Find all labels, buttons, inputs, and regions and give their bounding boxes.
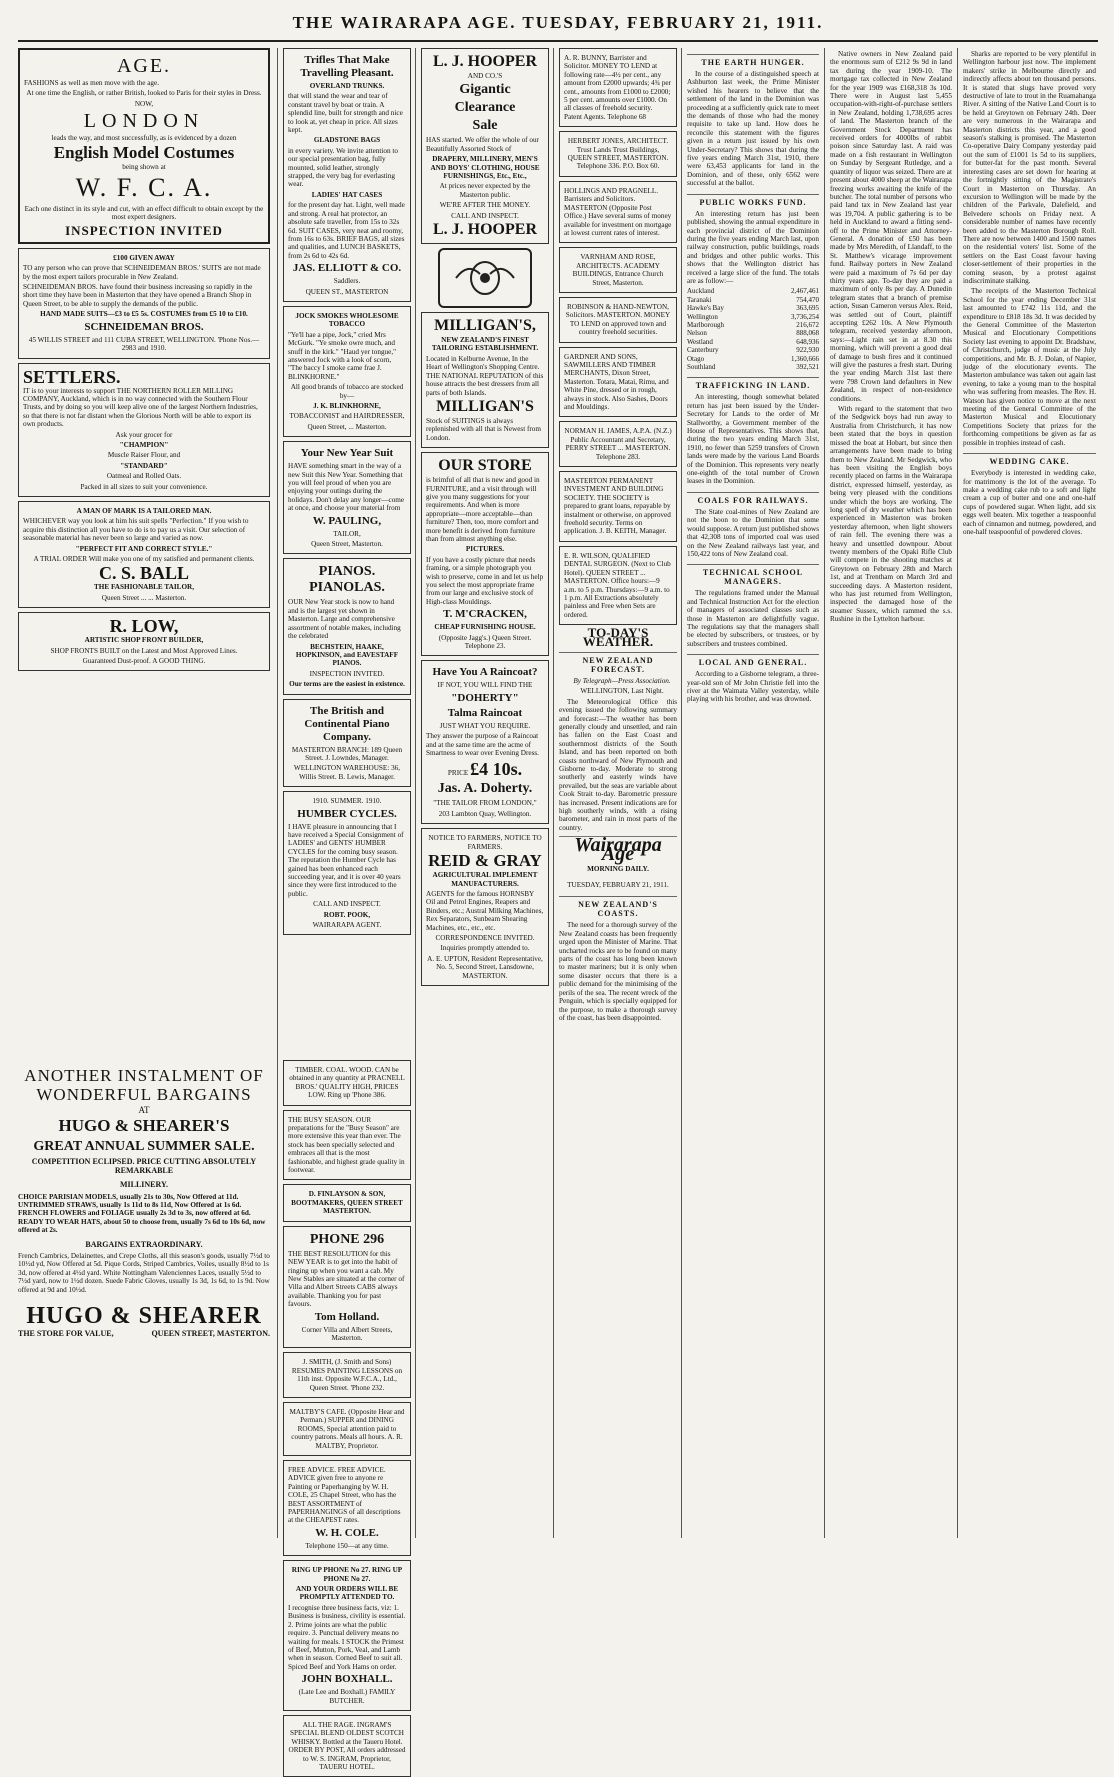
hugo-footer-tag: THE STORE FOR VALUE, <box>18 1329 114 1339</box>
works-table <box>687 287 819 371</box>
reid-enq: Inquiries promptly attended to. <box>440 944 530 953</box>
works-place: Auckland <box>687 287 715 296</box>
raincoat-desc: They answer the purpose of a Raincoat and at the same time are the acme of Smartness to wear over Evening Dress. <box>426 732 539 758</box>
ingram-advert <box>283 1715 411 1777</box>
hunger-body: In the course of a distinguished speech at Ashburton last week, the Prime Minister wished his hearers to believe that the settlement of the land in the Dominion was proceeding at a sufficiently quick rate to meet the demands of those who had the money requisite to take up land. How does he reconcile this statement with the figures given in a return just issued by his own Under-Secretary? This shows that during the five years ending March 31st, 1910, there were 63,453 applicants for land in the Dominion, and of these, only 6562 were successful at the ballot. <box>687 70 819 188</box>
works-place: Otago <box>687 354 705 363</box>
wfca-title: English Model Costumes <box>53 142 235 162</box>
timber-advert <box>283 1060 411 1106</box>
smith-text: J. SMITH, (J. Smith and Sons) RESUMES PAINTING LESSONS on 11th inst. Opposite W.F.C.A., Ltd., Queen Street. 'Phone 232. <box>291 1358 403 1392</box>
smokes-advert <box>283 306 411 437</box>
low-sub: ARTISTIC SHOP FRONT BUILDER, <box>84 636 204 645</box>
phone-advert <box>283 1226 411 1349</box>
mccracken-name: T. M'CRACKEN, <box>443 608 527 621</box>
reid-notice: NOTICE TO FARMERS, NOTICE TO FARMERS. <box>428 834 542 851</box>
settlers-body: IT is to your interests to support THE NORTHERN ROLLER MILLING COMPANY, Auckland, which is in no way connected with the Southern Flour Trusts, and by doing so you will keep alive one of the largest Northern Industries, so that there is not far distant when the Glorious North will be able to export its own products. <box>23 386 258 429</box>
reid-agent: A. E. UPTON, Resident Representative, No. 5, Second Street, Lansdowne, MASTERTON. <box>427 954 543 980</box>
works-value: 922,930 <box>796 346 819 355</box>
works-value: 3,736,254 <box>791 312 819 321</box>
column-2-lower <box>283 1060 411 1771</box>
schneideman-addr: 45 WILLIS STREET and 111 CUBA STREET, WELLINGTON. 'Phone Nos.—2983 and 1910. <box>28 335 260 353</box>
settlers-ask: Ask your grocer for <box>115 430 173 439</box>
pianos-body: OUR New Year stock is now to hand and is the largest yet shown in Masterton. Large and comprehensive assortment of notable makes, including the celebrated <box>288 598 401 641</box>
cs-ball-name: C. S. BALL <box>98 563 190 584</box>
local-cont-body: Native owners in New Zealand paid the enormous sum of £212 9s 9d in land tax during the year 1909-10. The mortgage tax collected in New Zealand for the year 1909 was £168,318 3s 10d. There were in August last 5,455 occupation-with-right-of-purchase settlers in New Zealand, holding 1,738,695 acres of land. The Masterton branch of the Government Stock Department has received orders for 4000lbs of rabbit poison since Saturday last. A raid was made on a fish restaurant in Wellington on Sunday by Sergeant Rutledge, and a quantity of liquor was seized. There are at present about 4000 sheep at the Wairarapa freezing works awaiting the knife of the butcher. The total number of persons who paid land tax in New Zealand last year was 19,704. A public gathering is to be held in Auckland to award a fitting send-off to the Prime Minister and Attorney-General. A donation of £50 has been made by Mrs Meredith, of Llandaff, to the St. Matthew's vicarage improvement fund. Railway porters in New Zealand were paid a maximum of 7s 6d per day thirty years ago. To-day they are paid a maximum of only 8s per day. A Dunedin telegram states that a branch of premise action, Susan Cameron versus Alex. Reid, was settled out of Court, plaintiff accepting £262 10s. A New Plymouth telegram, received yesterday afternoon, says:—Light rain set in at 8.30 this morning, which will prevent a good deal of damage to bush fires and it continued will give the pastures a fresh start. During the year ending March 31st last there were 798 Crown land defaulters in New Zealand, in respect of non-residence conditions. <box>830 50 952 403</box>
our-store-advert <box>421 452 549 656</box>
works-table-row <box>687 355 819 363</box>
column-rule <box>553 48 554 1538</box>
works-table-row <box>687 313 819 321</box>
cs-ball-addr: Queen Street ... ... Masterton. <box>101 593 187 602</box>
works-place: Taranaki <box>687 295 712 304</box>
column-rule <box>824 48 825 1538</box>
works-value: 392,521 <box>796 363 819 371</box>
busy-text: THE BUSY SEASON. OUR preparations for the "Busy Season" are more extensive this year than ever. The stock has been specially selected and embraces all that is the most fashionable, and highest grade quality in footwear. <box>288 1115 405 1175</box>
works-value: 1,360,666 <box>791 354 819 363</box>
coasts-heading: NEW ZEALAND'S COASTS. <box>559 896 677 918</box>
reid-name: REID & GRAY <box>428 851 542 871</box>
blinkhorne-addr: Queen Street, ... Masterton. <box>307 422 387 431</box>
elliott-name: JAS. ELLIOTT & CO. <box>292 262 402 275</box>
works-value: 754,470 <box>796 295 819 304</box>
column-rule <box>415 48 416 1538</box>
bunny-card <box>559 48 677 127</box>
boxhall-advert <box>283 1560 411 1711</box>
humber-years: 1910. SUMMER. 1910. <box>312 797 382 806</box>
schneideman-give: £100 GIVEN AWAY <box>113 253 175 262</box>
low-foot: Guaranteed Dust-proof. A GOOD THING. <box>82 657 206 666</box>
wfca-london: LONDON <box>83 110 205 133</box>
british-heading: The British and Continental Piano Company. <box>304 704 390 743</box>
crest-icon <box>450 256 520 300</box>
jones-text: HERBERT JONES, ARCHITECT. Trust Lands Trust Buildings, QUEEN STREET, MASTERTON. Telephone 336. P.O. Box 60. <box>567 137 669 171</box>
local-heading: LOCAL AND GENERAL. <box>687 654 819 667</box>
hooper-sub: AND CO.'S <box>467 72 503 80</box>
hugo-footer-addr: QUEEN STREET, MASTERTON. <box>151 1329 270 1339</box>
mccracken-addr: (Opposite Jagg's.) Queen Street. Telephone 23. <box>438 633 532 651</box>
wfca-leads: leads the way, and most successfully, as is evidenced by a dozen <box>51 134 237 143</box>
elliott-sub: Saddlers. <box>333 277 361 286</box>
our-store-body: is brimful of all that is new and good in FURNITURE, and a visit through will give you many suggestions for your requirements. And when is more appropriate—more acceptable—than furniture? Then, too, more comfort and more benefit is derived from furniture than from almost anything else. <box>426 476 540 543</box>
hugo-footer-row <box>18 1330 270 1338</box>
hooper-name: L. J. HOOPER <box>432 53 537 70</box>
new-year-advert <box>283 441 411 554</box>
pianos-terms: Our terms are the easiest in existence. <box>289 680 405 689</box>
low-name: R. LOW, <box>109 616 179 637</box>
works-value: 363,695 <box>796 304 819 313</box>
raincoat-price-label: PRICE <box>447 769 469 778</box>
pianos-advert <box>283 558 411 694</box>
hugo-firm: HUGO & SHEARER'S <box>58 1116 230 1136</box>
cole-text: FREE ADVICE. FREE ADVICE. ADVICE given free to anyone re Painting or Paperhanging by W. H. COLE, 25 Chapel Street, who has the BEST ASSORTMENT of PAPERHANGINGS of all descriptions at the CHEAPEST rates. <box>288 1466 401 1525</box>
local-cont7-body: Sharks are reported to be very plentiful in Wellington harbour just now. The implement makers' strike in Melbourne directly and indirectly affects about ten thousand persons. It is stated that slugs have proved very destructive of late to trout in the Ruamahanga River. A sitting of the Native Land Court is to be held at Greytown on February 24th. Deer are very numerous in the Wairarapa and Masterton districts this year, and a good season's stalking is promised. The Masterton Co-operative Dairy Company yesterday paid out the sum of £1001 1s 5d to its suppliers, for butter-fat for the past month. Several interesting cases are set down for hearing at the fortnightly sitting of the Magistrate's Court in Masterton on Thursday. An excursion to Wellington will be made by the children of the Parkvale, Dalefield, and Belvedere schools on Friday next. A considerable number of names have recently been added to the Masterton Borough Roll. There are now between 1400 and 1500 names on the residential voters' list. Some of the settlers on the East Coast favour having closer-settlement of their properties in the coming season, by a protest against indiscriminate stalking. <box>963 50 1096 285</box>
weather-by: By Telegraph—Press Association. <box>573 676 671 685</box>
column-7 <box>963 48 1096 1538</box>
doherty-name: Jas. A. Doherty. <box>437 781 533 797</box>
humber-call: CALL AND INSPECT. <box>313 900 381 909</box>
cs-ball-sub: THE FASHIONABLE TAILOR, <box>93 583 195 592</box>
trifles-hats-body: for the present day hat. Light, well made and strong. A real hat protector, an absolute safe traveller, from 15s to 32s 6d. SUIT CASES, very neat and roomy, from 16s to 63s. BRIEF BAGS, all sizes and qualities, and LUNCH BASKETS, from 2s 6d to 42s 6d. <box>288 201 405 260</box>
wfca-shown: being shown at <box>122 162 166 171</box>
boxhall-body: I recognise three business facts, viz: 1. Business is business, civility is essential. 2. Prime joints are what the public require. 3. Punctual delivery means no waiting for meals. I STOCK the Primest of Beef, Mutton, Pork, Veal, and Lamb when in season. Corned Beef to suit all. Spiced Beef and York Hams on order. <box>288 1603 406 1671</box>
our-store-pic-body: If you have a costly picture that needs framing, or a simple photograph you wish to preserve, come in and let us help you select the most appropriate frame from our large and exclusive stock of High-class Mouldings. <box>426 555 544 606</box>
doherty-tag: "THE TAILOR FROM LONDON," <box>433 799 537 808</box>
weather-dateline: WELLINGTON, Last Night. <box>580 687 664 696</box>
masthead <box>18 8 1098 42</box>
phone-body: THE BEST RESOLUTION for this NEW YEAR is to get into the habit of ringing up when you want a cab. My New Stables are situated at the corner of Villa and Albert Streets CABS always available. Thanking you for past favours. <box>288 1249 405 1309</box>
local-cont-body2: With regard to the statement that two of the Sedgwick boys had run away to Australia from Christchurch, it has now been stated that the boys in question missed the boat at Hobart, but since then arrangements have been made to bring them to New Zealand. Mr Sedgwick, who has been visiting the English boys recently placed on farms in the Wairarapa district, expressed himself, yesterday, as being very pleased with the conditions under which the boys are working. The long spell of dry weather which has been experienced in Masterton was broken yesterday afternoon, when light showers of rain fell. The evening there was a heavy and unsettled downpour. About twenty members of the Opaki Rifle Club will compete in the shooting matches at Greytown on February 28th and March 1st, and at Trentham on March 3rd and succeeding days. A Masterton resident, who has just returned from Wellington, inspected the damaged hose of the steamer Sussex, which rammed the s.s. Rushine in the Lyttelton harbour. <box>830 405 952 624</box>
boxhall-name: JOHN BOXHALL. <box>301 1673 393 1686</box>
trifles-gladstone-body: in every variety. We invite attention to our special presentation bag, fully mounted, solid leather, strongly strapped, the very bag for everlasting wear. <box>288 146 398 189</box>
smith-advert <box>283 1352 411 1398</box>
wedding-body: Everybody is interested in wedding cake, for matrimony is the lot of the average. To make a wedding cake rub to a soft and light cream a cup of butter and one and one-half cups of powdered sugar. When light, add six eggs well beaten. Mix together a teaspoonful each of cinnamon and nutmeg, powdered, and one-half teaspoonful of powdered cloves. <box>963 469 1096 536</box>
column-2 <box>283 48 411 1058</box>
phone-heading: PHONE 296 <box>309 1231 385 1247</box>
works-place: Southland <box>687 363 716 371</box>
our-store-pictures: PICTURES. <box>465 545 505 554</box>
elliott-addr: QUEEN ST., MASTERTON <box>305 287 389 296</box>
raincoat-heading: Have You A Raincoat? <box>432 666 538 679</box>
hooper-body: HAS started. We offer the whole of our Beautifully Assorted Stock of <box>426 136 539 153</box>
cole-advert <box>283 1460 411 1556</box>
hooper-price: At prices never expected by the Masterton public. <box>439 182 531 199</box>
low-advert <box>18 612 270 671</box>
hugo-sale: GREAT ANNUAL SUMMER SALE. <box>33 1139 255 1155</box>
hugo-mill-body: CHOICE PARISIAN MODELS, usually 21s to 30s, Now Offered at 11d. UNTRIMMED STRAWS, usually 1s 11d to 8s 11d, Now Offered at 1s 6d. FRENCH FLOWERS and FOLIAGE usually 2s 3d to 3s, now offered at 6d. READY TO WEAR HATS, about 50 to choose from, usually 7s 6d to 10s 6d, now offered at 2s. <box>18 1192 266 1235</box>
cs-ball-body: WHICHEVER way you look at him his suit spells "Perfection." If you wish to acquire this distinction all you have to do is to pay us a visit. Our selection of seasonable material has never been so large and varied as now. <box>23 517 249 543</box>
technical-body: The regulations framed under the Manual and Technical Instruction Act for the election of managers of associated classes such as those in Masterton are delightfully vague. The regulations say that the managers shall be elected by subscribers, or trustees, or by subscribers and trustees combined. <box>687 589 819 648</box>
cs-ball-fit: "PERFECT FIT AND CORRECT STYLE." <box>75 544 213 553</box>
settlers-advert <box>18 363 270 497</box>
works-place: Wellington <box>687 312 718 321</box>
coal-heading: COALS FOR RAILWAYS. <box>687 492 819 505</box>
local-cont7-article <box>963 50 1096 447</box>
milligans-body2: Stock of SUITINGS is always replenished with all that is Newest from London. <box>426 416 541 442</box>
settlers-brand1: "CHAMPION" <box>119 440 169 449</box>
coasts-body: The need for a thorough survey of the New Zealand coasts has been frequently urged upon the Minister of Marine. That uncharted rocks are to be found on many parts of the coast has long been known to master mariners; but it is only when some disaster occurs that there is a public demand for the minimising of the perils of the sea. The recent wreck of the Penguin, which is specially equipped for the purpose, to make a thorough survey of the coast, has been disappointed. <box>559 921 677 1022</box>
pauling-addr: Queen Street, Masterton. <box>311 540 383 549</box>
works-place: Nelson <box>687 329 707 338</box>
raincoat-price: £4 10s. <box>470 759 523 780</box>
and-your-text: AND YOUR ORDERS WILL BE PROMPTLY ATTENDED TO. <box>295 1585 399 1602</box>
trafficking-body: An interesting, though somewhat belated return has just been issued by the Under-Secretary for Lands to the order of Mr Stallworthy, a Government member of the House of Representatives. This shows that, during the two years ending March 31st, 1910, no fewer than 5259 transfers of Crown lands were made by the various Land Boards of the Dominion. This represents very nearly one-eighth of the total number of Crown leases in the Dominion. <box>687 393 819 486</box>
hugo-footer-name: HUGO & SHEARER <box>26 1303 262 1330</box>
schneideman-name: SCHNEIDEMAN BROS. <box>84 320 204 333</box>
wedding-article <box>963 453 1096 536</box>
wfca-intro: FASHIONS as well as men move with the age. <box>24 79 160 87</box>
hunger-heading: THE EARTH HUNGER. <box>687 54 819 67</box>
humber-body: I HAVE pleasure in announcing that I have received a Special Consignment of LADIES' and GENTS' HUMBER CYCLES for the coming busy season. The reputation the Humber Cycle has gained has been enhanced each succeeding year, and it is over 40 years since they were first introduced to the public. <box>288 822 404 898</box>
trifles-trunks-body: that will stand the wear and tear of constant travel by boat or train. A splendid line, built for strength and nice to look at, yet cheap in price. All sizes kept. <box>288 92 403 135</box>
hollings-text: HOLLINGS AND PRAGNELL. Barristers and Solicitors. MASTERTON (Opposite Post Office.) Have several sums of money available for investment on mortgage at lowest current rates of interest. <box>564 186 672 237</box>
robinson-card <box>559 297 677 343</box>
new-year-body: HAVE something smart in the way of a new Suit this New Year. Something that you will feel proud of when you are enjoying your outings during the holidays. Don't delay any longer—come at once, and choose your material from <box>288 462 405 513</box>
weather-body: The Meteorological Office this evening issued the following summary and forecast:—The weather has been generally cloudy and unsettled, and rain has fallen on the East Coast and southernmost districts of the South Island, and has been reported on both coasts northward of New Plymouth and Gisborne to-day. Moderate to strong southerly and easterly winds have prevailed, but the seas are variable about Cook Strait to-day. Barometric pressure has increased. Present indications are for high southerly winds, with a rising barometer, and rain in most parts of the country. <box>559 697 677 832</box>
varnham-text: VARNHAM AND ROSE, ARCHITECTS. ACADEMY BUILDINGS, Entrance Church Street, Masterton. <box>572 253 664 287</box>
busy-season-advert <box>283 1110 411 1181</box>
hooper-advert <box>421 48 549 244</box>
works-table-row <box>687 329 819 337</box>
trafficking-heading: TRAFFICKING IN LAND. <box>687 377 819 390</box>
column-rule <box>957 48 958 1538</box>
technical-article <box>687 564 819 648</box>
settlers-heading: SETTLERS. <box>23 366 121 387</box>
weather-article <box>559 625 677 832</box>
british-branch: MASTERTON BRANCH: 189 Queen Street. J. Lowndes, Manager. <box>291 745 403 762</box>
smokes-heading: JOCK SMOKES WHOLESOME TOBACCO <box>295 311 399 329</box>
schneideman-price: HAND MADE SUITS—£3 to £5 5s. COSTUMES from £5 10 to £10. <box>40 310 248 319</box>
hooper-list: DRAPERY, MILLINERY, MEN'S AND BOYS' CLOTHING, HOUSE FURNISHINGS, Etc., Etc., <box>430 155 540 181</box>
robinson-text: ROBINSON & HAND-NEWTON, Solicitors. MASTERTON. MONEY TO LEND on approved town and country freehold securities. <box>565 302 671 337</box>
hugo-tag: COMPETITION ECLIPSED. PRICE CUTTING ABSOLUTELY REMARKABLE <box>31 1157 257 1175</box>
works-heading: PUBLIC WORKS FUND. <box>687 194 819 207</box>
local-body: According to a Gisborne telegram, a three-year-old son of Mr John Christie fell into the river at the Waimata Valley yesterday, while playing with his brother, and was drowned. <box>687 670 819 704</box>
hugo-shearer-advert <box>18 1066 270 1536</box>
hooper-gigantic: Gigantic <box>459 82 511 98</box>
gardner-card <box>559 347 677 418</box>
works-table-row <box>687 296 819 304</box>
works-article <box>687 194 819 372</box>
society-text: MASTERTON PERMANENT INVESTMENT AND BUILDING SOCIETY. THE SOCIETY is prepared to grant loans, repayable by instalment or otherwise, on approved freehold security. Terms on application. J. B. KEITH, Manager. <box>564 477 671 536</box>
boxhall-sub: (Late Lee and Boxhall.) FAMILY BUTCHER. <box>298 1688 396 1705</box>
finlayson-advert <box>283 1184 411 1221</box>
cole-name: W. H. COLE. <box>315 1526 379 1539</box>
hooper-name2: L. J. HOOPER <box>432 221 537 239</box>
new-year-heading: Your New Year Suit <box>300 447 394 460</box>
holland-addr: Corner Villa and Albert Streets, Masterton. <box>301 1325 393 1342</box>
masthead-title: THE WAIRARAPA AGE. TUESDAY, FEBRUARY 21, 1911. <box>292 13 824 32</box>
wilson-card <box>559 546 677 625</box>
humber-advert <box>283 791 411 935</box>
raincoat-advert <box>421 660 549 824</box>
works-place: Westland <box>687 337 713 346</box>
milligans-body: Located in Kelburne Avenue, In the Heart of Wellington's Shopping Centre. THE NATIONAL REPUTATION of this house attracts the best dressers from all parts of both Islands. <box>426 354 544 397</box>
norman-text: NORMAN H. JAMES, A.P.A. (N.Z.) Public Accountant and Secretary, PERRY STREET ... MASTERTON. Telephone 283. <box>564 427 672 461</box>
cs-ball-advert <box>18 501 270 608</box>
hunger-article <box>687 54 819 188</box>
society-card <box>559 471 677 542</box>
pook-addr: WAIRARAPA AGENT. <box>312 921 382 930</box>
works-body: An interesting return has just been published, showing the annual expenditure in each provincial district of the Dominion during the five years ending March last, upon railway construction, public buildings, roads and bridges and other public works. This shows that the Wellington district has received a large slice of the fund. The totals are as follow:— <box>687 209 819 285</box>
hugo-barg-body: French Cambrics, Delainettes, and Crepe Cloths, all this season's goods, usually 7½d to 10½d yd, Now Offered at 5d. Pique Cords, Striped Cambrics, Voiles, usually 8½d to 1s 3d, now offered at 4½d yard. White Nottingham Valenciennes Laces, usually 5½d to 7½d yard, now to 1½d dozen. Suede Fabric Gloves, usually 1s 3d, 1s 6d, to 1s 9d. Now offered at 9d and 10½d. <box>18 1252 270 1294</box>
local-cont-article <box>830 50 952 624</box>
settlers-brand3: Packed in all sizes to suit your convenience. <box>80 482 208 491</box>
milligans-emblem <box>438 248 532 308</box>
gardner-text: GARDNER AND SONS, SAWMILLERS AND TIMBER MERCHANTS, Dixon Street, Masterton. Totara, Matai, Rimu, and White Pine, dressed or in rough, always in stock. Also Sashes, Doors and Mouldings. <box>564 352 669 411</box>
hooper-clearance: Clearance <box>454 100 516 116</box>
trifles-hats: LADIES' HAT CASES <box>311 190 383 199</box>
hugo-heading: ANOTHER INSTALMENT OF WONDERFUL BARGAINS <box>24 1066 264 1104</box>
weather-sub: NEW ZEALAND FORECAST. <box>559 652 677 674</box>
pook-name: ROBT. POOK, <box>323 910 371 919</box>
secondary-masthead-title: Wairarapa Age <box>574 834 662 865</box>
column-1 <box>18 48 270 1058</box>
local-cont7-body2: The receipts of the Masterton Technical School for the year ending December 31st last amounted to £742 11s 11d, and the expenditure to £818 18s 3d. It was decided by the General Committee of the Masterton Musical and Elocutionary Competitions Society last evening to appoint Dr. Bradshaw, of Christchurch, judge of music at the July competitions, and Mr. B. J. Dolan, of Napier, judge of the elocutionary events. The Masterton ambulance was taken out again last evening, to take a young man to the hospital who was suffering from measles. The Rev. H. Watson has given notice to move at the next meeting of the General Committee of the Masterton Musical and Elocutionary Competitions Society that prizes for the forthcoming competitions be given as far as possible in trophies instead of cash. <box>963 287 1096 447</box>
hugo-millinery: MILLINERY. <box>119 1180 169 1190</box>
ring-text: RING UP PHONE No 27. RING UP PHONE No 27. <box>291 1566 403 1583</box>
schneideman-more: SCHNEIDEMAN BROS. have found their business increasing so rapidly in the short time they have been in Masterton that they have opened a Branch Shop in Queen Street, to be able to supply the demands of the public. <box>23 283 253 308</box>
reid-body: AGENTS for the famous HORNSBY Oil and Petrol Engines, Reapers and Binders, etc.; Austral Milking Machines, Rex Separators, Sunbeam Shearing Machines, etc., etc., etc. <box>426 889 544 932</box>
pauling-name: W. PAULING, <box>312 514 382 527</box>
trifles-gladstone: GLADSTONE BAGS <box>313 136 381 145</box>
trifles-advert <box>283 48 411 302</box>
settlers-brand2: "STANDARD" <box>120 461 168 470</box>
works-place: Canterbury <box>687 346 719 355</box>
wfca-desc: Each one distinct in its style and cut, with an effect difficult to obtain except by the most expert designers. <box>24 205 264 222</box>
hooper-call: CALL AND INSPECT. <box>451 211 519 220</box>
raincoat-want: JUST WHAT YOU REQUIRE. <box>439 721 531 730</box>
hollings-card <box>559 181 677 243</box>
settlers-brand1b: Muscle Raiser Flour, and <box>107 451 181 460</box>
low-body: SHOP FRONTS BUILT on the Latest and Most Approved Lines. <box>50 646 238 655</box>
coal-article <box>687 492 819 558</box>
milligans-heading2: MILLIGAN'S <box>436 397 534 415</box>
varnham-card <box>559 247 677 293</box>
works-place: Marlborough <box>687 320 724 329</box>
milligans-advert <box>421 312 549 448</box>
trifles-trunks: OVERLAND TRUNKS. <box>309 82 385 90</box>
british-piano-advert <box>283 699 411 788</box>
hooper-sale: Sale <box>472 118 498 134</box>
cs-ball-trial: A TRIAL ORDER Will make you one of my satisfied and permanent clients. <box>33 555 255 563</box>
jones-card <box>559 131 677 177</box>
maltby-advert <box>283 1402 411 1456</box>
british-ware: WELLINGTON WAREHOUSE: 36, Willis Street. B. Lewis, Manager. <box>293 764 401 781</box>
mccracken-sub: CHEAP FURNISHING HOUSE. <box>434 623 536 632</box>
pianos-makes: BECHSTEIN, HAAKE, HOPKINSON, and EAVESTAFF PIANOS. <box>295 642 399 668</box>
works-value: 2,467,461 <box>791 287 819 296</box>
reid-sub: AGRICULTURAL IMPLEMENT MANUFACTURERS. <box>432 871 538 888</box>
works-value: 648,936 <box>796 337 819 346</box>
pauling-sub: TAILOR, <box>333 529 361 538</box>
column-6 <box>830 48 952 1538</box>
smokes-body: "Ye'll hae a pipe, Jock," cried Mrs McGurk. "Ye smoke owre much, and snuff in the kirk." "Haud yer tongue," answered Jock with a look of scorn, "The baccy I smoke came frae J. BLINKHORNE." <box>288 330 397 381</box>
column-4 <box>559 48 677 1538</box>
wfca-heading: AGE. <box>116 55 172 77</box>
works-table-row <box>687 304 819 312</box>
blinkhorne-sub: TOBACCONIST and HAIRDRESSER, <box>289 412 405 421</box>
wedding-heading: WEDDING CAKE. <box>963 453 1096 466</box>
reid-gray-advert <box>421 828 549 986</box>
works-value: 888,068 <box>796 329 819 338</box>
column-rule <box>681 48 682 1538</box>
wfca-advert <box>18 48 270 244</box>
doherty-addr: 203 Lambton Quay, Wellington. <box>438 809 532 818</box>
cole-tel: Telephone 150—at any time. <box>305 1541 389 1550</box>
local-article <box>687 654 819 704</box>
cs-ball-heading: A MAN OF MARK IS A TAILORED MAN. <box>76 506 212 515</box>
coasts-article <box>559 896 677 1022</box>
wilson-text: E. R. WILSON, QUALIFIED DENTAL SURGEON. (Next to Club Hotel). QUEEN STREET ... MASTERTON. Office hours:—9 a.m. to 5 p.m. Thursdays:—9 a.m. to 1 p.m. All Extractions absolutely painless and Free when Sets are ordered. <box>564 551 671 619</box>
raincoat-price-row <box>426 759 544 779</box>
our-store-heading: OUR STORE <box>438 457 532 475</box>
works-table-row <box>687 287 819 295</box>
works-table-row <box>687 346 819 354</box>
smokes-foot: All good brands of tobacco are stocked by— <box>290 383 404 400</box>
settlers-brand2b: Oatmeal and Rolled Oats. <box>106 472 182 481</box>
norman-card <box>559 421 677 467</box>
hooper-after: WE'RE AFTER THE MONEY. <box>439 201 531 210</box>
maltby-text: MALTBY'S CAFE. (Opposite Hear and Perman.) SUPPER and DINING ROOMS, Special attention paid to country patrons. Meals all hours. A. R. MALTBY, Proprietor. <box>289 1407 405 1450</box>
milligans-sub: NEW ZEALAND'S FINEST TAILORING ESTABLISHMENT. <box>431 336 539 353</box>
raincoat-body: IF NOT, YOU WILL FIND THE <box>437 681 533 690</box>
hugo-bargains: BARGAINS EXTRAORDINARY. <box>85 1239 203 1249</box>
schneideman-body: TO any person who can prove that SCHNEIDEMAN BROS.' SUITS are not made by the most expert tailors procurable in New Zealand. <box>23 264 261 281</box>
coal-body: The State coal-mines of New Zealand are not the boon to the Dominion that some would suppose. A return just published shows that 42,308 tons of imported coal was used on the New Zealand railways last year, and 150,422 tons of New Zealand coal. <box>687 507 819 558</box>
works-value: 216,672 <box>796 320 819 329</box>
works-table-row <box>687 338 819 346</box>
works-table-row <box>687 363 819 371</box>
raincoat-brand-sub: Talma Raincoat <box>447 706 523 719</box>
pianos-heading: PIANOS. PIANOLAS. <box>309 564 385 596</box>
secondary-masthead-sub: MORNING DAILY. <box>587 865 649 874</box>
raincoat-brand: "DOHERTY" <box>451 691 519 704</box>
technical-heading: TECHNICAL SCHOOL MANAGERS. <box>687 564 819 586</box>
pianos-invite: INSPECTION INVITED. <box>309 669 385 678</box>
wfca-line2: At one time the English, or rather British, looked to Paris for their styles in Dress. <box>26 89 262 98</box>
reid-corr: CORRESPONDENCE INVITED. <box>435 933 535 942</box>
timber-text: TIMBER. COAL. WOOD. CAN be obtained in any quantity at PRACNELL BROS.' QUALITY HIGH, PRICES LOW. Ring up 'Phone 386. <box>289 1066 405 1100</box>
column-5 <box>687 48 819 1538</box>
secondary-masthead-date: TUESDAY, FEBRUARY 21, 1911. <box>567 880 669 889</box>
wfca-name: W. F. C. A. <box>75 173 213 203</box>
milligans-heading: MILLIGAN'S, <box>434 317 536 335</box>
hugo-at: AT <box>138 1105 150 1115</box>
works-table-row <box>687 321 819 329</box>
column-rule <box>277 48 278 1538</box>
wfca-invite: INSPECTION INVITED <box>65 222 223 238</box>
blinkhorne-name: J. K. BLINKHORNE, <box>313 402 381 410</box>
ingram-text: ALL THE RAGE. INGRAM'S SPECIAL BLEND OLDEST SCOTCH WHISKY. Bottled at the Taueru Hotel. ORDER BY POST, All orders addressed to W. S. INGRAM, Proprietor, TAUERU HOTEL. <box>288 1720 406 1771</box>
finlayson-text: D. FINLAYSON & SON, BOOTMAKERS, QUEEN STREET MASTERTON. <box>291 1190 403 1216</box>
secondary-masthead <box>559 834 677 889</box>
humber-heading: HUMBER CYCLES. <box>297 807 397 820</box>
trifles-heading: Trifles That Make Travelling Pleasant. <box>300 54 394 79</box>
schneideman-advert <box>18 248 270 359</box>
works-place: Hawke's Bay <box>687 304 724 313</box>
holland-name: Tom Holland. <box>314 1310 380 1323</box>
weather-heading: TO-DAY'S WEATHER. <box>582 625 654 649</box>
trafficking-article <box>687 377 819 485</box>
bunny-text: A. R. BUNNY, Barrister and Solicitor. MONEY TO LEND at following rate—4½ per cent., any amount from £2000 upwards; 4¾ per cent., amounts from £1000 to £2000; 5 per cent. amounts over £1000. On all classes of freehold security. Patent Agents. Telephone 68 <box>564 54 671 121</box>
column-3 <box>421 48 549 1298</box>
wfca-now: NOW, <box>134 99 154 108</box>
